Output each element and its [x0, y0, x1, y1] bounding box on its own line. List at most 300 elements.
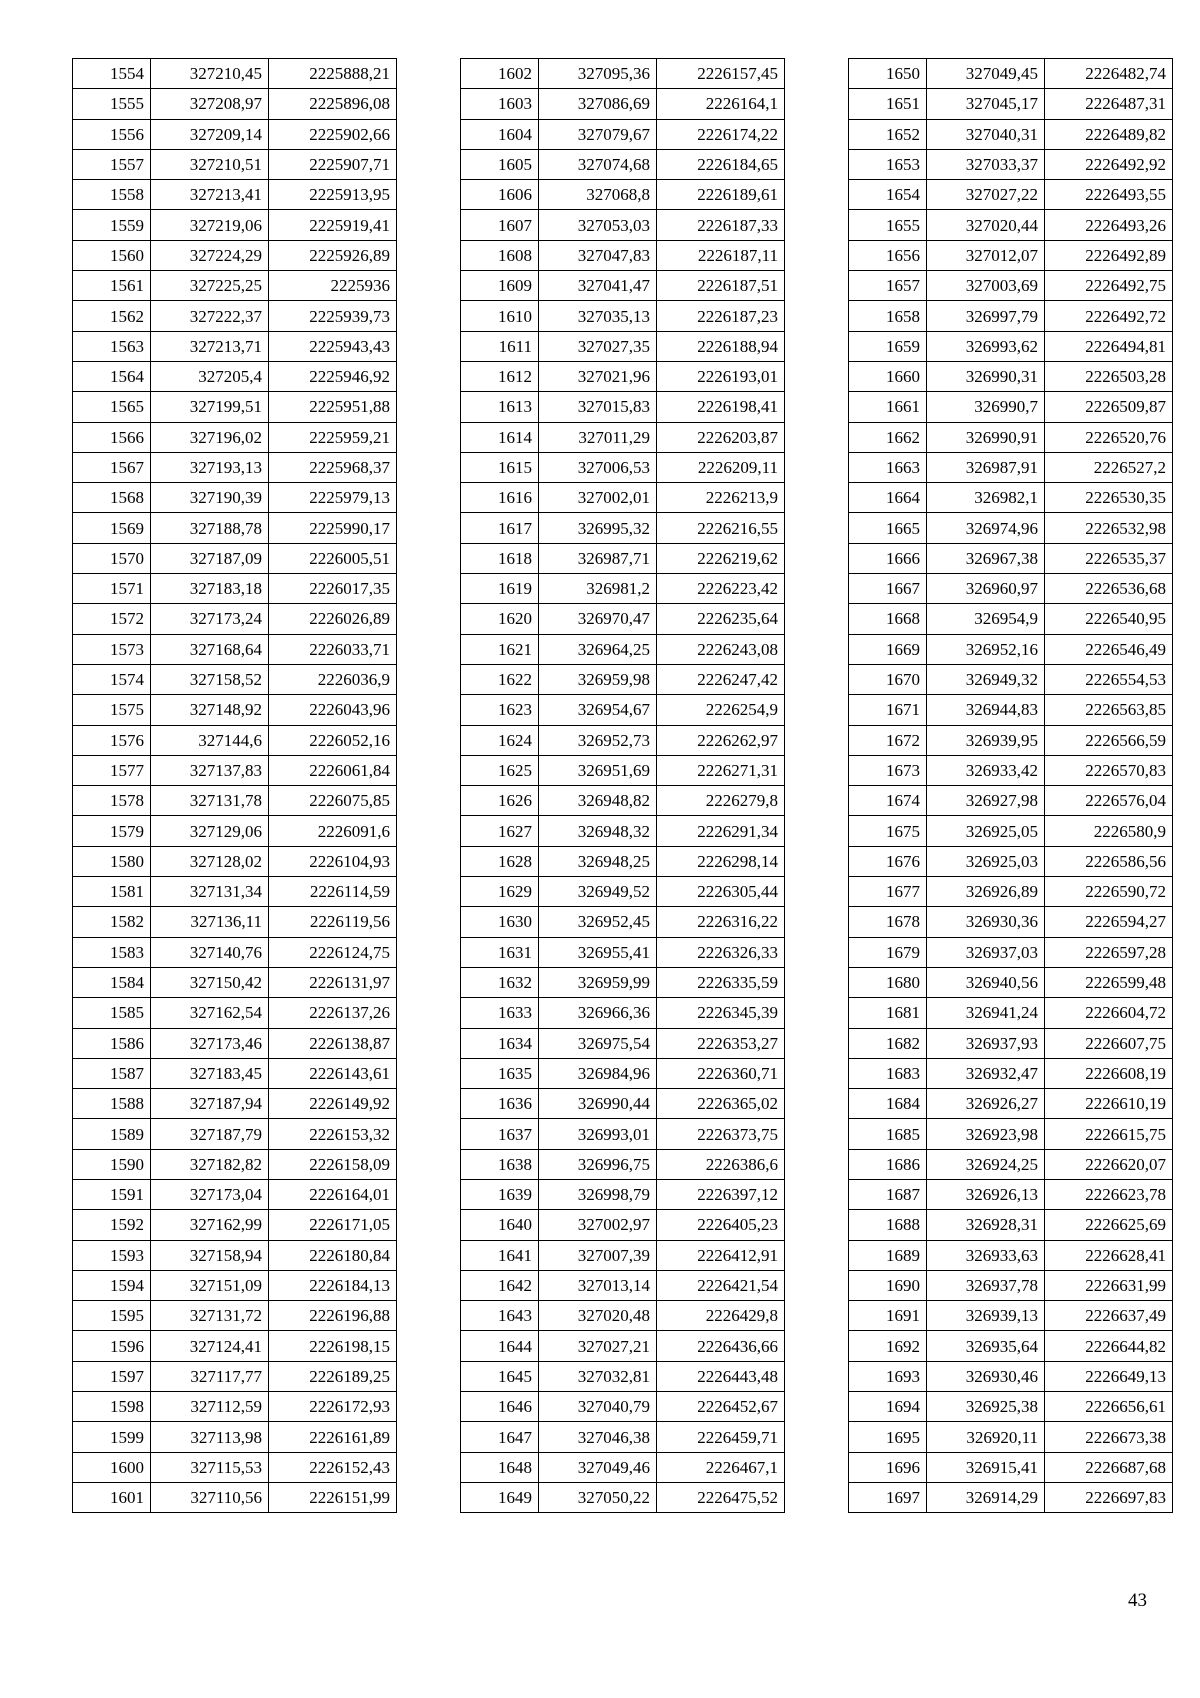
point-number-cell: 1686 — [849, 1149, 927, 1179]
point-number-cell: 1669 — [849, 634, 927, 664]
table-row — [849, 361, 1173, 391]
x-coordinate-cell: 326952,73 — [539, 725, 657, 755]
x-coordinate-cell: 326926,13 — [927, 1179, 1045, 1209]
point-number-cell: 1632 — [461, 967, 539, 997]
y-coordinate-cell: 2226172,93 — [269, 1392, 397, 1422]
point-number-cell: 1557 — [73, 149, 151, 179]
x-coordinate-cell: 326944,83 — [927, 695, 1045, 725]
x-coordinate-cell: 327210,45 — [151, 59, 269, 89]
y-coordinate-cell: 2226091,6 — [269, 816, 397, 846]
y-coordinate-cell: 2226530,35 — [1045, 483, 1173, 513]
table-row — [73, 604, 397, 634]
point-number-cell: 1662 — [849, 422, 927, 452]
point-number-cell: 1555 — [73, 89, 151, 119]
table-row — [73, 664, 397, 694]
table-row — [461, 543, 785, 573]
x-coordinate-cell: 327002,01 — [539, 483, 657, 513]
y-coordinate-cell: 2226365,02 — [657, 1089, 785, 1119]
point-number-cell: 1597 — [73, 1361, 151, 1391]
x-coordinate-cell: 327020,48 — [539, 1301, 657, 1331]
point-number-cell: 1586 — [73, 1028, 151, 1058]
y-coordinate-cell: 2226203,87 — [657, 422, 785, 452]
x-coordinate-cell: 326974,96 — [927, 513, 1045, 543]
point-number-cell: 1626 — [461, 786, 539, 816]
table-row — [73, 1422, 397, 1452]
x-coordinate-cell: 327224,29 — [151, 240, 269, 270]
x-coordinate-cell: 327007,39 — [539, 1240, 657, 1270]
point-number-cell: 1562 — [73, 301, 151, 331]
table-row — [849, 1392, 1173, 1422]
point-number-cell: 1575 — [73, 695, 151, 725]
x-coordinate-cell: 326959,98 — [539, 664, 657, 694]
point-number-cell: 1624 — [461, 725, 539, 755]
x-coordinate-cell: 327148,92 — [151, 695, 269, 725]
x-coordinate-cell: 326940,56 — [927, 967, 1045, 997]
x-coordinate-cell: 327021,96 — [539, 361, 657, 391]
x-coordinate-cell: 326926,27 — [927, 1089, 1045, 1119]
table-row — [73, 543, 397, 573]
point-number-cell: 1647 — [461, 1422, 539, 1452]
point-number-cell: 1661 — [849, 392, 927, 422]
y-coordinate-cell: 2226247,42 — [657, 664, 785, 694]
y-coordinate-cell: 2226482,74 — [1045, 59, 1173, 89]
x-coordinate-cell: 326939,13 — [927, 1301, 1045, 1331]
y-coordinate-cell: 2226061,84 — [269, 755, 397, 785]
point-number-cell: 1601 — [73, 1482, 151, 1512]
point-number-cell: 1675 — [849, 816, 927, 846]
x-coordinate-cell: 326937,03 — [927, 937, 1045, 967]
y-coordinate-cell: 2226180,84 — [269, 1240, 397, 1270]
y-coordinate-cell: 2226527,2 — [1045, 452, 1173, 482]
table-row — [73, 331, 397, 361]
point-number-cell: 1612 — [461, 361, 539, 391]
x-coordinate-cell: 327027,21 — [539, 1331, 657, 1361]
x-coordinate-cell: 327219,06 — [151, 210, 269, 240]
table-row — [73, 210, 397, 240]
table-row — [461, 149, 785, 179]
point-number-cell: 1666 — [849, 543, 927, 573]
table-row — [461, 1361, 785, 1391]
table-row — [73, 1210, 397, 1240]
x-coordinate-cell: 326987,71 — [539, 543, 657, 573]
x-coordinate-cell: 326941,24 — [927, 998, 1045, 1028]
y-coordinate-cell: 2226597,28 — [1045, 937, 1173, 967]
table-row — [849, 452, 1173, 482]
table-row — [849, 513, 1173, 543]
table-row — [73, 786, 397, 816]
table-row — [849, 119, 1173, 149]
y-coordinate-cell: 2226353,27 — [657, 1028, 785, 1058]
x-coordinate-cell: 326930,36 — [927, 907, 1045, 937]
y-coordinate-cell: 2225959,21 — [269, 422, 397, 452]
y-coordinate-cell: 2226075,85 — [269, 786, 397, 816]
coordinate-table-3 — [848, 58, 1173, 1513]
x-coordinate-cell: 327183,45 — [151, 1058, 269, 1088]
table-row — [849, 1331, 1173, 1361]
table-row — [73, 89, 397, 119]
table-row — [461, 967, 785, 997]
point-number-cell: 1684 — [849, 1089, 927, 1119]
y-coordinate-cell: 2226649,13 — [1045, 1361, 1173, 1391]
table-row — [73, 574, 397, 604]
y-coordinate-cell: 2226171,05 — [269, 1210, 397, 1240]
x-coordinate-cell: 326996,75 — [539, 1149, 657, 1179]
point-number-cell: 1633 — [461, 998, 539, 1028]
point-number-cell: 1609 — [461, 271, 539, 301]
y-coordinate-cell: 2225913,95 — [269, 180, 397, 210]
y-coordinate-cell: 2226492,89 — [1045, 240, 1173, 270]
point-number-cell: 1639 — [461, 1179, 539, 1209]
x-coordinate-cell: 327124,41 — [151, 1331, 269, 1361]
point-number-cell: 1653 — [849, 149, 927, 179]
x-coordinate-cell: 327086,69 — [539, 89, 657, 119]
table-row — [461, 513, 785, 543]
table-row — [461, 1392, 785, 1422]
y-coordinate-cell: 2226262,97 — [657, 725, 785, 755]
table-row — [461, 361, 785, 391]
y-coordinate-cell: 2226316,22 — [657, 907, 785, 937]
y-coordinate-cell: 2226184,65 — [657, 149, 785, 179]
table-row — [461, 574, 785, 604]
table-row — [849, 331, 1173, 361]
table-row — [849, 816, 1173, 846]
y-coordinate-cell: 2226161,89 — [269, 1422, 397, 1452]
point-number-cell: 1668 — [849, 604, 927, 634]
y-coordinate-cell: 2226532,98 — [1045, 513, 1173, 543]
table-row — [461, 816, 785, 846]
table-row — [849, 634, 1173, 664]
y-coordinate-cell: 2226520,76 — [1045, 422, 1173, 452]
x-coordinate-cell: 326964,25 — [539, 634, 657, 664]
table-row — [849, 1149, 1173, 1179]
y-coordinate-cell: 2226143,61 — [269, 1058, 397, 1088]
x-coordinate-cell: 326987,91 — [927, 452, 1045, 482]
table-row — [461, 1089, 785, 1119]
table-row — [849, 1210, 1173, 1240]
y-coordinate-cell: 2226279,8 — [657, 786, 785, 816]
x-coordinate-cell: 326959,99 — [539, 967, 657, 997]
y-coordinate-cell: 2226563,85 — [1045, 695, 1173, 725]
point-number-cell: 1641 — [461, 1240, 539, 1270]
x-coordinate-cell: 326952,45 — [539, 907, 657, 937]
table-row — [461, 1452, 785, 1482]
y-coordinate-cell: 2226187,11 — [657, 240, 785, 270]
y-coordinate-cell: 2226043,96 — [269, 695, 397, 725]
y-coordinate-cell: 2226536,68 — [1045, 574, 1173, 604]
table-row — [73, 301, 397, 331]
point-number-cell: 1591 — [73, 1179, 151, 1209]
table-row — [461, 210, 785, 240]
y-coordinate-cell: 2226138,87 — [269, 1028, 397, 1058]
y-coordinate-cell: 2226184,13 — [269, 1270, 397, 1300]
table-row — [849, 210, 1173, 240]
x-coordinate-cell: 327225,25 — [151, 271, 269, 301]
table-row — [461, 59, 785, 89]
table-row — [849, 240, 1173, 270]
point-number-cell: 1671 — [849, 695, 927, 725]
table-row — [461, 240, 785, 270]
y-coordinate-cell: 2226373,75 — [657, 1119, 785, 1149]
point-number-cell: 1696 — [849, 1452, 927, 1482]
x-coordinate-cell: 326939,95 — [927, 725, 1045, 755]
point-number-cell: 1642 — [461, 1270, 539, 1300]
x-coordinate-cell: 327011,29 — [539, 422, 657, 452]
point-number-cell: 1652 — [849, 119, 927, 149]
x-coordinate-cell: 327032,81 — [539, 1361, 657, 1391]
table-row — [849, 604, 1173, 634]
y-coordinate-cell: 2226188,94 — [657, 331, 785, 361]
table-row — [849, 271, 1173, 301]
point-number-cell: 1691 — [849, 1301, 927, 1331]
table-row — [849, 301, 1173, 331]
x-coordinate-cell: 327128,02 — [151, 846, 269, 876]
point-number-cell: 1568 — [73, 483, 151, 513]
y-coordinate-cell: 2226586,56 — [1045, 846, 1173, 876]
point-number-cell: 1616 — [461, 483, 539, 513]
x-coordinate-cell: 326935,64 — [927, 1331, 1045, 1361]
point-number-cell: 1595 — [73, 1301, 151, 1331]
y-coordinate-cell: 2226697,83 — [1045, 1482, 1173, 1512]
point-number-cell: 1561 — [73, 271, 151, 301]
y-coordinate-cell: 2226429,8 — [657, 1301, 785, 1331]
x-coordinate-cell: 327183,18 — [151, 574, 269, 604]
point-number-cell: 1649 — [461, 1482, 539, 1512]
x-coordinate-cell: 327190,39 — [151, 483, 269, 513]
y-coordinate-cell: 2225979,13 — [269, 483, 397, 513]
point-number-cell: 1579 — [73, 816, 151, 846]
x-coordinate-cell: 327193,13 — [151, 452, 269, 482]
y-coordinate-cell: 2226326,33 — [657, 937, 785, 967]
y-coordinate-cell: 2226291,34 — [657, 816, 785, 846]
y-coordinate-cell: 2226193,01 — [657, 361, 785, 391]
table-row — [849, 998, 1173, 1028]
table-row — [73, 422, 397, 452]
y-coordinate-cell: 2226623,78 — [1045, 1179, 1173, 1209]
table-row — [73, 877, 397, 907]
table-row — [73, 816, 397, 846]
y-coordinate-cell: 2226487,31 — [1045, 89, 1173, 119]
x-coordinate-cell: 326932,47 — [927, 1058, 1045, 1088]
point-number-cell: 1638 — [461, 1149, 539, 1179]
y-coordinate-cell: 2226235,64 — [657, 604, 785, 634]
point-number-cell: 1599 — [73, 1422, 151, 1452]
y-coordinate-cell: 2226033,71 — [269, 634, 397, 664]
x-coordinate-cell: 327213,71 — [151, 331, 269, 361]
table-row — [849, 543, 1173, 573]
x-coordinate-cell: 326923,98 — [927, 1119, 1045, 1149]
point-number-cell: 1627 — [461, 816, 539, 846]
x-coordinate-cell: 327002,97 — [539, 1210, 657, 1240]
x-coordinate-cell: 326981,2 — [539, 574, 657, 604]
table-row — [461, 1058, 785, 1088]
y-coordinate-cell: 2226459,71 — [657, 1422, 785, 1452]
x-coordinate-cell: 327158,94 — [151, 1240, 269, 1270]
point-number-cell: 1613 — [461, 392, 539, 422]
table-row — [461, 1210, 785, 1240]
y-coordinate-cell: 2226620,07 — [1045, 1149, 1173, 1179]
x-coordinate-cell: 327074,68 — [539, 149, 657, 179]
table-row — [849, 1482, 1173, 1512]
table-row — [73, 149, 397, 179]
point-number-cell: 1697 — [849, 1482, 927, 1512]
x-coordinate-cell: 327151,09 — [151, 1270, 269, 1300]
y-coordinate-cell: 2226570,83 — [1045, 755, 1173, 785]
point-number-cell: 1592 — [73, 1210, 151, 1240]
x-coordinate-cell: 326960,97 — [927, 574, 1045, 604]
point-number-cell: 1604 — [461, 119, 539, 149]
y-coordinate-cell: 2226187,23 — [657, 301, 785, 331]
x-coordinate-cell: 327040,31 — [927, 119, 1045, 149]
point-number-cell: 1677 — [849, 877, 927, 907]
y-coordinate-cell: 2226119,56 — [269, 907, 397, 937]
point-number-cell: 1680 — [849, 967, 927, 997]
x-coordinate-cell: 326915,41 — [927, 1452, 1045, 1482]
point-number-cell: 1634 — [461, 1028, 539, 1058]
point-number-cell: 1657 — [849, 271, 927, 301]
table-row — [849, 1179, 1173, 1209]
x-coordinate-cell: 327013,14 — [539, 1270, 657, 1300]
table-row — [461, 119, 785, 149]
x-coordinate-cell: 327173,46 — [151, 1028, 269, 1058]
x-coordinate-cell: 326928,31 — [927, 1210, 1045, 1240]
x-coordinate-cell: 327162,54 — [151, 998, 269, 1028]
y-coordinate-cell: 2226489,82 — [1045, 119, 1173, 149]
table-row — [461, 1149, 785, 1179]
table-row — [849, 422, 1173, 452]
table-row — [461, 695, 785, 725]
table-row — [73, 1240, 397, 1270]
point-number-cell: 1670 — [849, 664, 927, 694]
x-coordinate-cell: 326951,69 — [539, 755, 657, 785]
point-number-cell: 1619 — [461, 574, 539, 604]
table-row — [73, 1482, 397, 1512]
y-coordinate-cell: 2225888,21 — [269, 59, 397, 89]
table-row — [73, 907, 397, 937]
x-coordinate-cell: 327012,07 — [927, 240, 1045, 270]
table-row — [849, 1422, 1173, 1452]
y-coordinate-cell: 2226637,49 — [1045, 1301, 1173, 1331]
table-row — [73, 271, 397, 301]
point-number-cell: 1654 — [849, 180, 927, 210]
point-number-cell: 1685 — [849, 1119, 927, 1149]
y-coordinate-cell: 2226443,48 — [657, 1361, 785, 1391]
point-number-cell: 1667 — [849, 574, 927, 604]
table-row — [849, 1361, 1173, 1391]
table-row — [461, 1331, 785, 1361]
y-coordinate-cell: 2226436,66 — [657, 1331, 785, 1361]
point-number-cell: 1673 — [849, 755, 927, 785]
table-row — [849, 1452, 1173, 1482]
point-number-cell: 1567 — [73, 452, 151, 482]
table-row — [73, 1028, 397, 1058]
x-coordinate-cell: 327049,46 — [539, 1452, 657, 1482]
point-number-cell: 1569 — [73, 513, 151, 543]
table-row — [849, 1028, 1173, 1058]
point-number-cell: 1681 — [849, 998, 927, 1028]
x-coordinate-cell: 326990,44 — [539, 1089, 657, 1119]
y-coordinate-cell: 2226625,69 — [1045, 1210, 1173, 1240]
y-coordinate-cell: 2226114,59 — [269, 877, 397, 907]
point-number-cell: 1572 — [73, 604, 151, 634]
y-coordinate-cell: 2226628,41 — [1045, 1240, 1173, 1270]
point-number-cell: 1645 — [461, 1361, 539, 1391]
table-row — [849, 1301, 1173, 1331]
x-coordinate-cell: 326990,31 — [927, 361, 1045, 391]
x-coordinate-cell: 327079,67 — [539, 119, 657, 149]
x-coordinate-cell: 326927,98 — [927, 786, 1045, 816]
y-coordinate-cell: 2226644,82 — [1045, 1331, 1173, 1361]
x-coordinate-cell: 327158,52 — [151, 664, 269, 694]
table-row — [461, 1028, 785, 1058]
point-number-cell: 1558 — [73, 180, 151, 210]
x-coordinate-cell: 327187,94 — [151, 1089, 269, 1119]
table-row — [73, 1119, 397, 1149]
y-coordinate-cell: 2226493,26 — [1045, 210, 1173, 240]
y-coordinate-cell: 2226187,51 — [657, 271, 785, 301]
x-coordinate-cell: 326924,25 — [927, 1149, 1045, 1179]
point-number-cell: 1655 — [849, 210, 927, 240]
x-coordinate-cell: 327040,79 — [539, 1392, 657, 1422]
x-coordinate-cell: 327027,35 — [539, 331, 657, 361]
y-coordinate-cell: 2226397,12 — [657, 1179, 785, 1209]
point-number-cell: 1656 — [849, 240, 927, 270]
point-number-cell: 1615 — [461, 452, 539, 482]
y-coordinate-cell: 2225946,92 — [269, 361, 397, 391]
table-row — [461, 392, 785, 422]
table-row — [461, 998, 785, 1028]
x-coordinate-cell: 327140,76 — [151, 937, 269, 967]
point-number-cell: 1560 — [73, 240, 151, 270]
table-row — [461, 452, 785, 482]
table-row — [73, 1301, 397, 1331]
point-number-cell: 1581 — [73, 877, 151, 907]
y-coordinate-cell: 2226213,9 — [657, 483, 785, 513]
table-row — [73, 1331, 397, 1361]
table-row — [73, 846, 397, 876]
y-coordinate-cell: 2225990,17 — [269, 513, 397, 543]
table-row — [73, 513, 397, 543]
x-coordinate-cell: 326984,96 — [539, 1058, 657, 1088]
x-coordinate-cell: 327131,72 — [151, 1301, 269, 1331]
x-coordinate-cell: 326975,54 — [539, 1028, 657, 1058]
y-coordinate-cell: 2226405,23 — [657, 1210, 785, 1240]
table-row — [461, 786, 785, 816]
x-coordinate-cell: 327050,22 — [539, 1482, 657, 1512]
table-row — [73, 483, 397, 513]
table-row — [73, 1270, 397, 1300]
x-coordinate-cell: 327113,98 — [151, 1422, 269, 1452]
y-coordinate-cell: 2226157,45 — [657, 59, 785, 89]
table-row — [461, 634, 785, 664]
table-row — [73, 1149, 397, 1179]
x-coordinate-cell: 327046,38 — [539, 1422, 657, 1452]
point-number-cell: 1559 — [73, 210, 151, 240]
table-row — [73, 1179, 397, 1209]
table-row — [849, 877, 1173, 907]
y-coordinate-cell: 2226216,55 — [657, 513, 785, 543]
y-coordinate-cell: 2226566,59 — [1045, 725, 1173, 755]
table-row — [849, 786, 1173, 816]
x-coordinate-cell: 326925,38 — [927, 1392, 1045, 1422]
x-coordinate-cell: 326982,1 — [927, 483, 1045, 513]
table-row — [849, 1058, 1173, 1088]
point-number-cell: 1585 — [73, 998, 151, 1028]
table-row — [461, 877, 785, 907]
table-row — [461, 1422, 785, 1452]
table-row — [73, 755, 397, 785]
x-coordinate-cell: 327213,41 — [151, 180, 269, 210]
x-coordinate-cell: 327187,79 — [151, 1119, 269, 1149]
